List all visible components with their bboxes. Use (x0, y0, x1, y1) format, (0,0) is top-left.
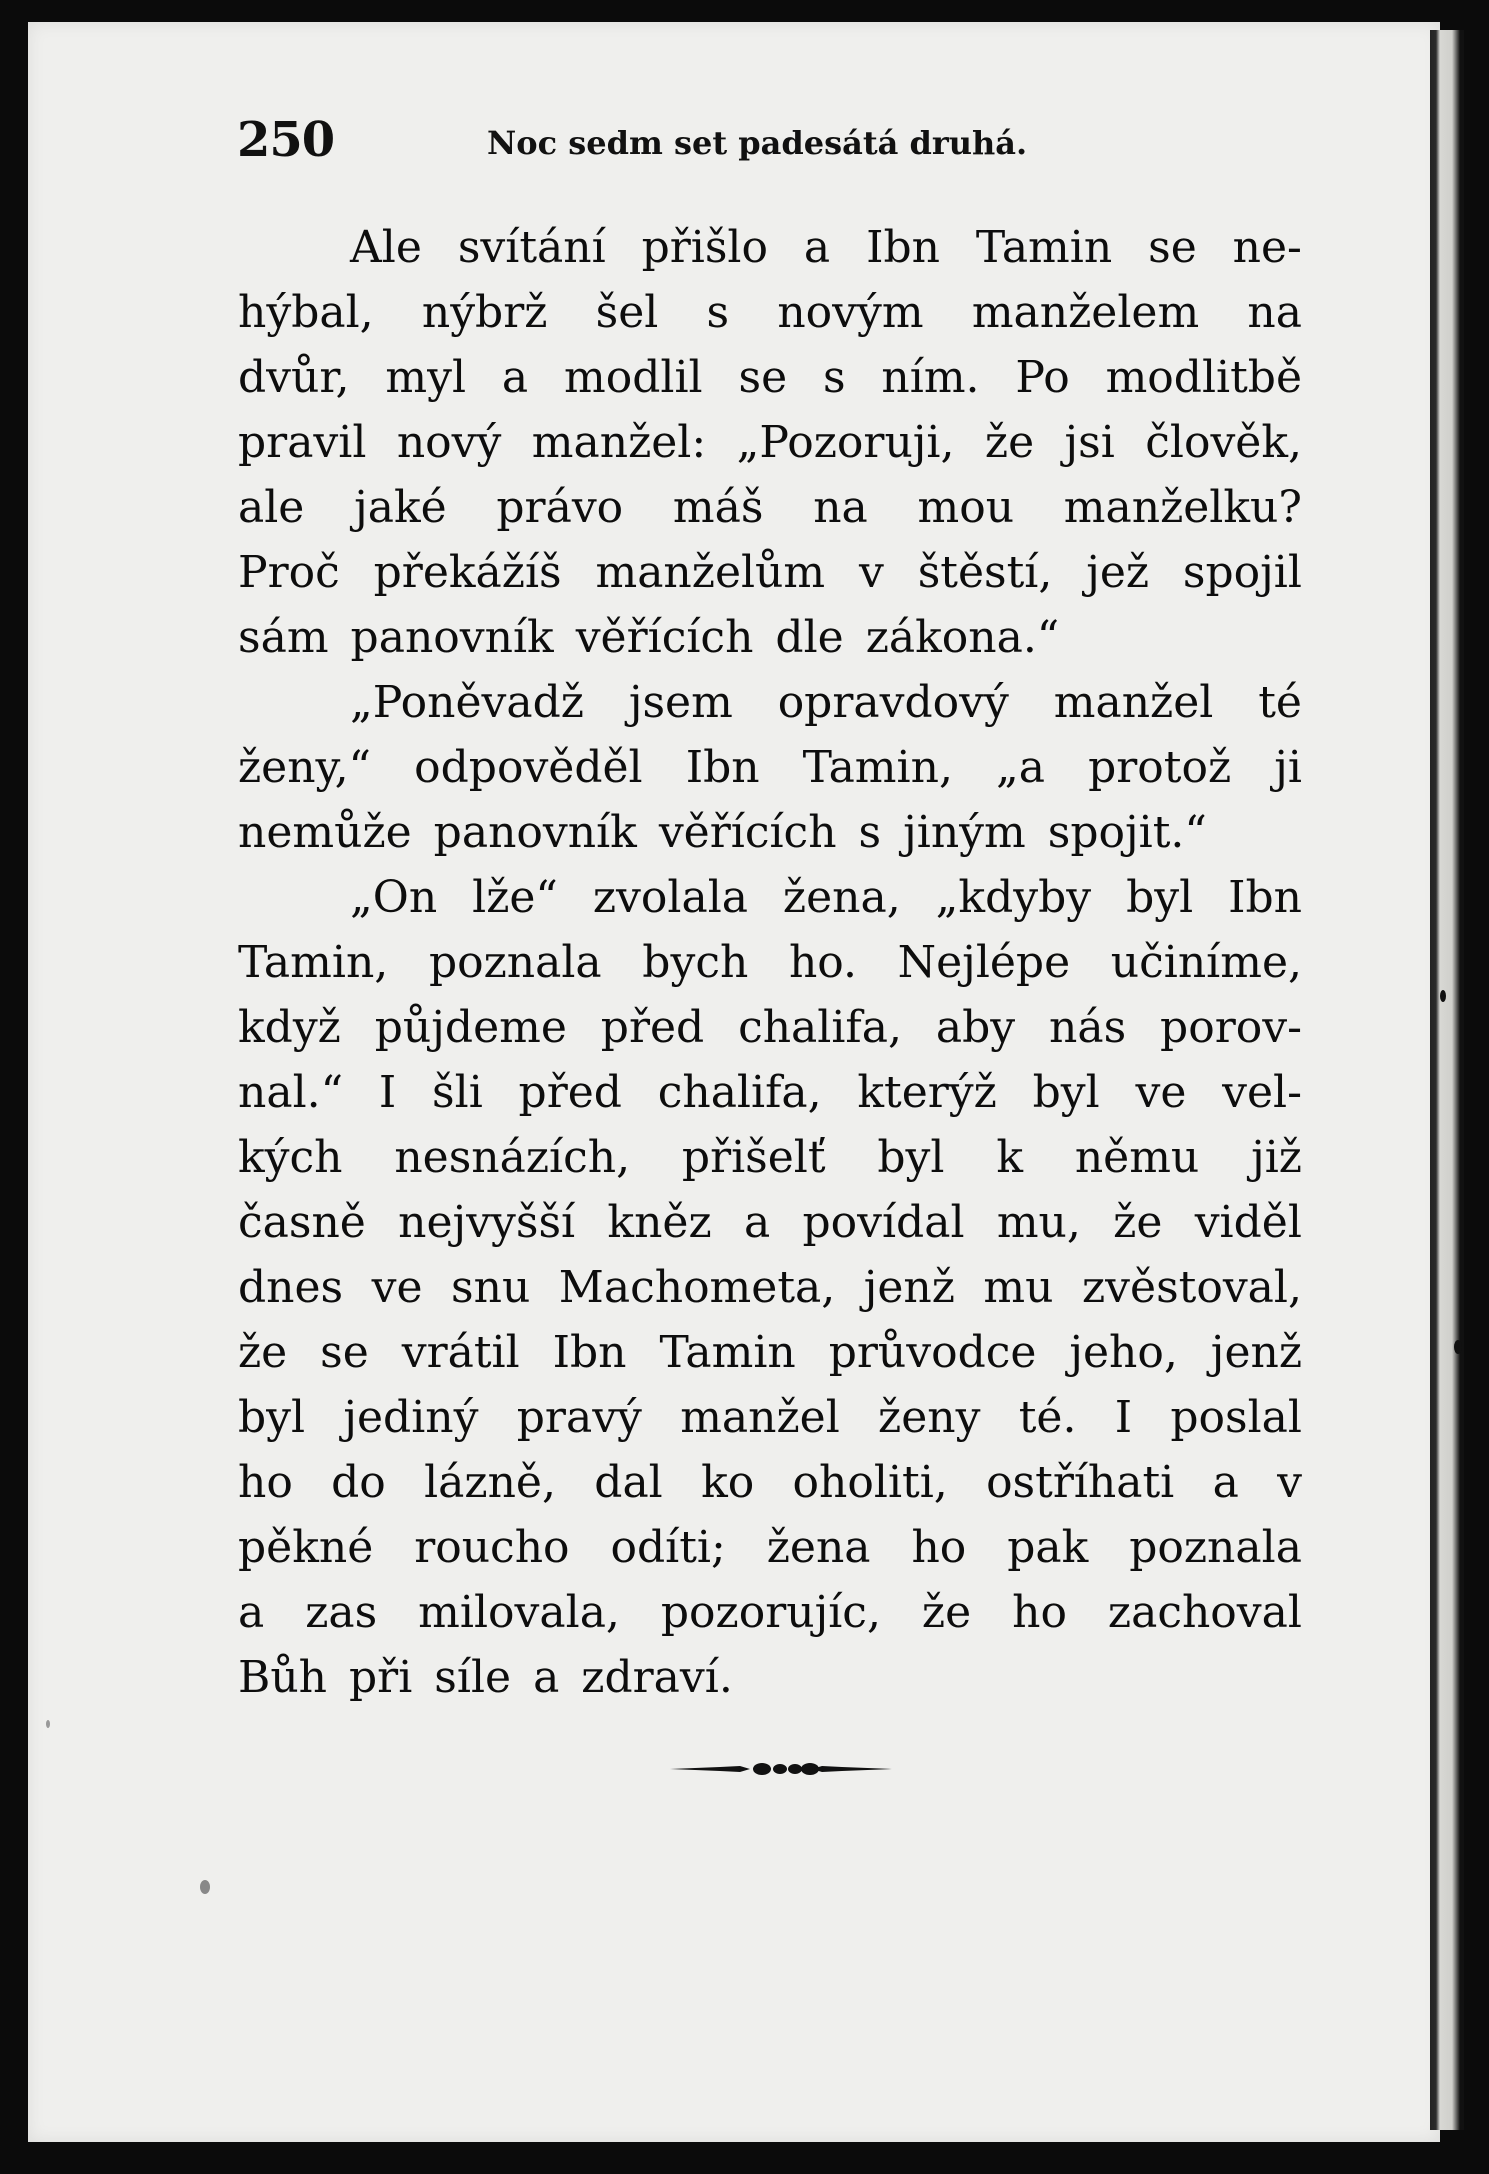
word: protož (1088, 742, 1232, 793)
word: s (858, 807, 882, 858)
word: Tamin (975, 222, 1113, 273)
word: Ibn (1228, 872, 1302, 923)
word: Ale (350, 222, 422, 273)
text-line (238, 1645, 1302, 1710)
word: „Poněvadž (350, 677, 584, 728)
word: Ibn (866, 222, 940, 273)
word: do (331, 1457, 386, 1508)
word: že (984, 417, 1035, 468)
word: poslal (1170, 1392, 1302, 1443)
word: se (738, 352, 788, 403)
word: právo (496, 482, 624, 533)
word: na (813, 482, 868, 533)
word: ho (1012, 1587, 1067, 1638)
word: Machometa, (558, 1262, 836, 1313)
word: novým (777, 287, 924, 338)
word: a (803, 222, 831, 273)
word: té (1258, 677, 1302, 728)
text-line (238, 670, 1302, 735)
word: myl (385, 352, 467, 403)
word: modlitbě (1105, 352, 1302, 403)
page-speck (200, 1880, 210, 1894)
word: přišlo (641, 222, 768, 273)
word: porov- (1160, 1002, 1302, 1053)
word: lže“ (472, 872, 558, 923)
word: zas (305, 1587, 378, 1638)
page-speck (46, 1720, 50, 1728)
word: „On (350, 872, 438, 923)
word: pravil (238, 417, 367, 468)
word: hýbal, (238, 287, 374, 338)
word: ho (911, 1522, 967, 1573)
text-line (238, 735, 1302, 800)
text-line (238, 1190, 1302, 1255)
word: že (921, 1587, 972, 1638)
word: spojil (1182, 547, 1302, 598)
text-line (238, 995, 1302, 1060)
word: nýbrž (421, 287, 548, 338)
word: jsem (628, 677, 733, 728)
word: Bůh (238, 1652, 328, 1703)
word: půjdeme (374, 1002, 567, 1053)
word: vrátil (401, 1327, 520, 1378)
word: již (1251, 1132, 1302, 1183)
word: před (518, 1067, 622, 1118)
word: k (996, 1132, 1023, 1183)
word: milovala, (418, 1587, 620, 1638)
word: poznala (1129, 1522, 1302, 1573)
word: dvůr, (238, 352, 350, 403)
word: ho (238, 1457, 293, 1508)
word: odpověděl (414, 742, 643, 793)
word: Po (1015, 352, 1070, 403)
word: žena, (782, 872, 901, 923)
word: snu (451, 1262, 531, 1313)
word: odíti; (610, 1522, 726, 1573)
word: byl (877, 1132, 945, 1183)
text-line (238, 1125, 1302, 1190)
word: I (378, 1067, 397, 1118)
word: spojit.“ (1047, 807, 1207, 858)
word: šli (432, 1067, 483, 1118)
word: věřících (658, 807, 837, 858)
word: ho. (788, 937, 857, 988)
word: jaké (354, 482, 447, 533)
word: kých (238, 1132, 343, 1183)
page-speck (1454, 1340, 1462, 1354)
word: s (706, 287, 730, 338)
word: němu (1074, 1132, 1200, 1183)
word: mu, (996, 1197, 1081, 1248)
word: poznala (428, 937, 602, 988)
word: ženy (878, 1392, 981, 1443)
word: mu (983, 1262, 1054, 1313)
word: „kdyby (935, 872, 1092, 923)
word: Tamin (659, 1327, 796, 1378)
text-line (238, 475, 1302, 540)
text-line (238, 280, 1302, 345)
word: nás (1049, 1002, 1127, 1053)
text-line (238, 1580, 1302, 1645)
word: byl (1126, 872, 1194, 923)
word: byl (238, 1392, 306, 1443)
running-head (237, 112, 1297, 172)
word: ko (701, 1457, 755, 1508)
word: Tamin, (238, 937, 389, 988)
word: zvolala (592, 872, 748, 923)
word: oholiti, (792, 1457, 948, 1508)
word: mou (917, 482, 1015, 533)
word: šel (595, 287, 659, 338)
word: chalifa, (738, 1002, 902, 1053)
word: při (349, 1652, 413, 1703)
text-line (238, 1385, 1302, 1450)
word: se (320, 1327, 369, 1378)
word: máš (672, 482, 764, 533)
word: Ibn (552, 1327, 627, 1378)
word: ženy,“ (238, 742, 372, 793)
word: průvodce (828, 1327, 1037, 1378)
running-title: Noc sedm set padesátá druhá. (487, 124, 1028, 162)
word: panovník (350, 612, 554, 663)
word: kterýž (857, 1067, 997, 1118)
word: zákona.“ (865, 612, 1060, 663)
word: manžel (680, 1392, 840, 1443)
section-end-ornament (670, 1762, 892, 1776)
word: I (1114, 1392, 1133, 1443)
word: ve (1135, 1067, 1187, 1118)
word: povídal (802, 1197, 965, 1248)
body-text (238, 215, 1302, 1710)
text-line (238, 1450, 1302, 1515)
word: „a (996, 742, 1046, 793)
word: chalifa, (657, 1067, 822, 1118)
word: síle (434, 1652, 512, 1703)
word: a (743, 1197, 771, 1248)
word: kněz (607, 1197, 712, 1248)
word: v (858, 547, 884, 598)
word: a (533, 1652, 560, 1703)
word: ale (238, 482, 305, 533)
word: pozorujíc, (660, 1587, 881, 1638)
word: dnes (238, 1262, 344, 1313)
word: Proč (238, 547, 340, 598)
text-line (238, 800, 1302, 865)
word: ne- (1232, 222, 1302, 273)
text-line (238, 930, 1302, 995)
word: manželku? (1063, 482, 1302, 533)
word: jenž (863, 1262, 955, 1313)
text-line (238, 1060, 1302, 1125)
word: věřících (575, 612, 754, 663)
word: nejvyšší (398, 1197, 576, 1248)
text-line (238, 215, 1302, 280)
word: „Pozoruji, (736, 417, 955, 468)
word: opravdový (777, 677, 1009, 728)
word: vel- (1222, 1067, 1302, 1118)
word: té. (1018, 1392, 1077, 1443)
word: překážíš (373, 547, 562, 598)
word: jiným (903, 807, 1026, 858)
word: nesnázích, (394, 1132, 631, 1183)
word: nemůže (238, 807, 412, 858)
word: ve (371, 1262, 423, 1313)
word: a (1212, 1457, 1239, 1508)
word: jeho, (1069, 1327, 1178, 1378)
word: štěstí, (917, 547, 1053, 598)
word: člověk, (1145, 417, 1302, 468)
text-line (238, 1320, 1302, 1385)
word: sám (238, 612, 329, 663)
word: pěkné (238, 1522, 374, 1573)
page-right-edge (1430, 30, 1464, 2130)
word: před (600, 1002, 705, 1053)
word: aby (935, 1002, 1016, 1053)
word: že (238, 1327, 288, 1378)
word: a (238, 1587, 265, 1638)
word: ji (1274, 742, 1302, 793)
word: zdraví. (581, 1652, 733, 1703)
word: Nejlépe (897, 937, 1071, 988)
word: v (1277, 1457, 1302, 1508)
word: a (501, 352, 529, 403)
word: lázně, (424, 1457, 556, 1508)
word: jež (1086, 547, 1150, 598)
word: viděl (1194, 1197, 1302, 1248)
word: na (1247, 287, 1302, 338)
word: manželem (971, 287, 1200, 338)
word: ostříhati (986, 1457, 1175, 1508)
word: že (1113, 1197, 1163, 1248)
word: žena (766, 1522, 871, 1573)
text-line (238, 1515, 1302, 1580)
word: s (822, 352, 846, 403)
word: přišelť (681, 1132, 826, 1183)
text-line (238, 410, 1302, 475)
text-line (238, 1255, 1302, 1320)
word: jediný (343, 1392, 479, 1443)
text-line (238, 605, 1302, 670)
text-line (238, 345, 1302, 410)
page-number: 250 (237, 112, 335, 168)
text-line (238, 540, 1302, 605)
word: manžel: (531, 417, 707, 468)
word: jsi (1064, 417, 1115, 468)
word: Ibn (685, 742, 760, 793)
word: manžel (1053, 677, 1214, 728)
word: pak (1007, 1522, 1089, 1573)
word: časně (238, 1197, 366, 1248)
word: nový (396, 417, 502, 468)
word: roucho (414, 1522, 570, 1573)
word: modlil (564, 352, 703, 403)
word: svítání (457, 222, 606, 273)
word: učiníme, (1110, 937, 1302, 988)
word: manželům (595, 547, 826, 598)
word: dal (594, 1457, 663, 1508)
word: zvěstoval, (1081, 1262, 1302, 1313)
word: dle (775, 612, 844, 663)
text-line (238, 865, 1302, 930)
word: zachoval (1107, 1587, 1302, 1638)
word: byl (1032, 1067, 1100, 1118)
word: bych (642, 937, 749, 988)
page-speck (1440, 990, 1446, 1002)
word: se (1148, 222, 1197, 273)
word: pravý (516, 1392, 642, 1443)
word: panovník (433, 807, 637, 858)
word: ním. (881, 352, 980, 403)
word: jenž (1210, 1327, 1302, 1378)
word: nal.“ (238, 1067, 344, 1118)
word: Tamin, (802, 742, 953, 793)
word: když (238, 1002, 341, 1053)
